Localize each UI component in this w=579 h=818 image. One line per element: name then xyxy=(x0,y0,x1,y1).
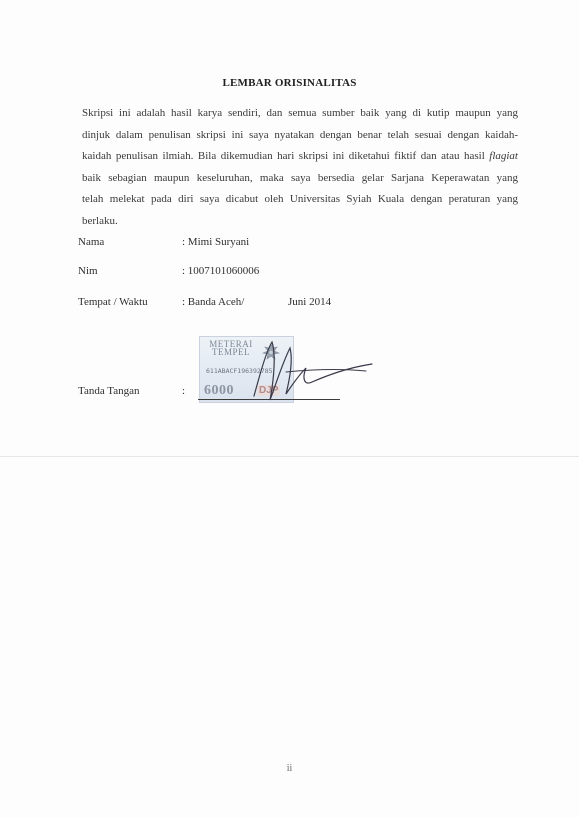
stamp-title-line: TEMPEL xyxy=(212,347,250,357)
nim-label: Nim xyxy=(78,265,98,277)
stamp-value: 6000 xyxy=(204,383,234,398)
italic-term: flagiat xyxy=(489,150,518,162)
document-title: LEMBAR ORISINALITAS xyxy=(222,77,357,89)
paragraph-line: telah melekat pada diri saya dicabut oleh Universitas Syiah Kuala dengan peraturan yang xyxy=(82,193,518,205)
nama-label: Nama xyxy=(78,236,105,248)
scan-fold-line xyxy=(0,456,579,457)
tempat-value: : Banda Aceh/ xyxy=(182,296,245,308)
paragraph-line xyxy=(82,146,518,168)
nama-value: : Mimi Suryani xyxy=(182,236,250,248)
statement-paragraph xyxy=(82,103,518,232)
paragraph-line-text: kaidah penulisan ilmiah. Bila dikemudian hari skripsi ini diketahui fiktif dan atau hasil xyxy=(82,150,485,162)
tempat-waktu-label: Tempat / Waktu xyxy=(78,296,148,308)
stamp-title-line: METERAI xyxy=(209,339,253,349)
stamp-code: DJP xyxy=(259,385,279,396)
paragraph-line: dinjuk dalam penulisan skripsi ini saya nyatakan dengan benar telah sesuai dengan kaidah- xyxy=(82,128,518,141)
signature-line xyxy=(198,399,340,400)
page-number: ii xyxy=(286,763,293,774)
tanda-tangan-colon: : xyxy=(182,385,186,397)
paragraph-line: berlaku. xyxy=(82,214,118,227)
paragraph-line: baik sebagian maupun keseluruhan, maka saya bersedia gelar Sarjana Keperawatan yang xyxy=(82,171,518,184)
nim-value: : 1007101060006 xyxy=(182,265,260,277)
stamp-serial: 611ABACF196392785 xyxy=(206,367,273,375)
paragraph-line: Skripsi ini adalah hasil karya sendiri, dan semua sumber baik yang di kutip maupun yang xyxy=(82,107,518,119)
date-value: Juni 2014 xyxy=(288,296,332,308)
tanda-tangan-label: Tanda Tangan xyxy=(78,385,140,397)
handwritten-signature xyxy=(246,334,376,409)
